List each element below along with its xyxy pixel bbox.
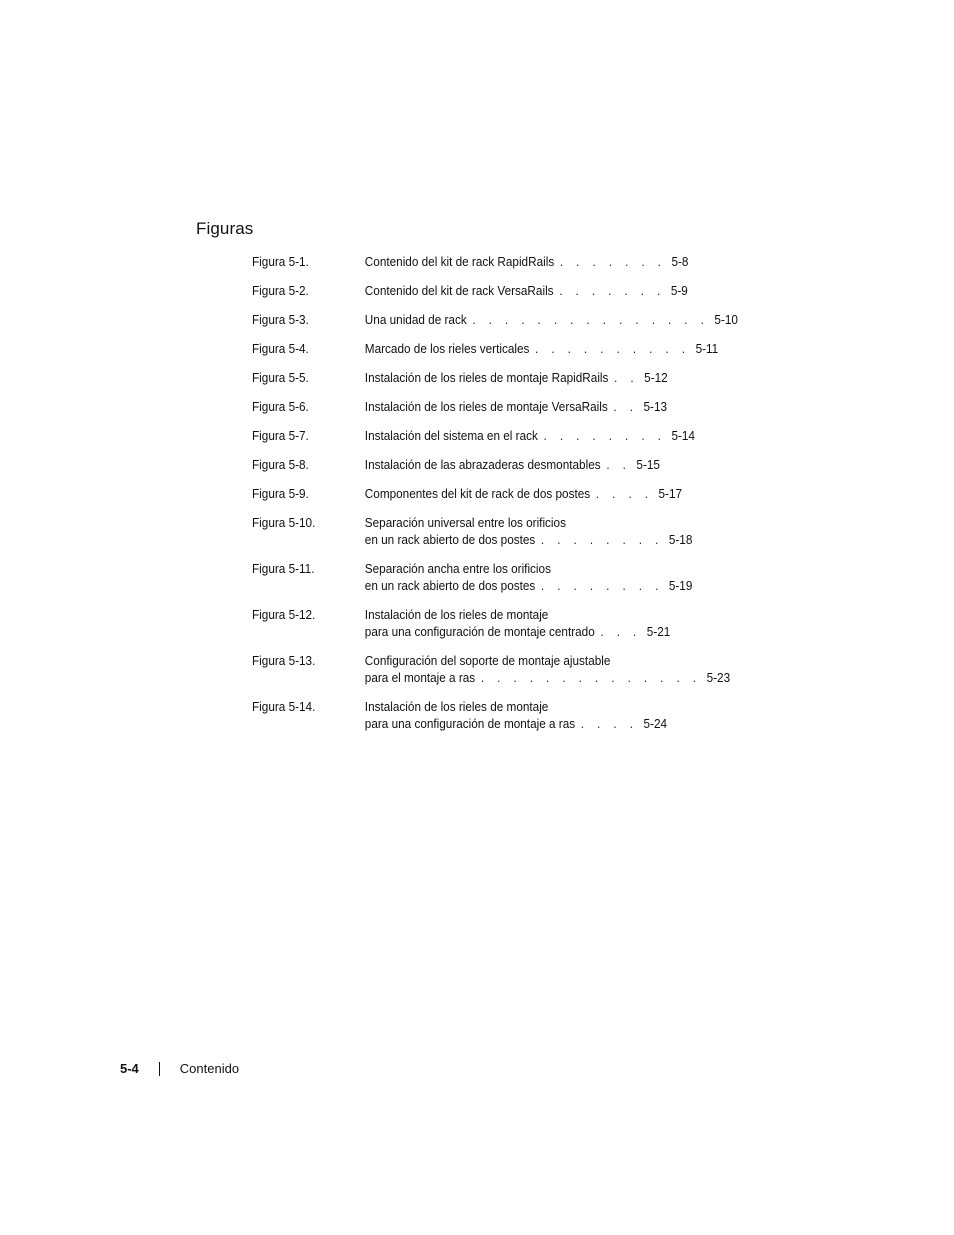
dot-leader: . .	[613, 400, 638, 414]
figure-caption-line: Configuración del soporte de montaje ajustable	[364, 654, 611, 668]
figure-page-number[interactable]: 5-11	[695, 342, 719, 356]
figure-caption	[364, 515, 693, 549]
figure-caption	[364, 341, 719, 358]
figure-caption-line: Marcado de los rieles verticales	[364, 342, 530, 356]
dot-leader: . . . . . . . . . . . . . . .	[472, 313, 709, 327]
figure-caption-line: Separación universal entre los orificios	[364, 516, 566, 530]
figure-page-number[interactable]: 5-10	[714, 313, 738, 327]
figure-number: Figura 5-7.	[252, 429, 309, 443]
figure-number: Figura 5-10.	[252, 516, 316, 530]
figure-caption-last-line	[364, 341, 719, 358]
figure-caption-last-line	[364, 532, 693, 549]
figure-caption-last-line	[365, 457, 660, 474]
figure-caption	[364, 312, 738, 329]
figure-entry[interactable]	[252, 699, 668, 733]
figure-caption-last-line	[364, 254, 689, 271]
figure-entry[interactable]	[252, 428, 695, 445]
figure-number: Figura 5-5.	[252, 371, 309, 385]
figure-number: Figura 5-14.	[252, 700, 316, 714]
figure-number: Figura 5-8.	[252, 458, 309, 472]
figure-caption-last-line	[364, 624, 671, 641]
figure-number: Figura 5-2.	[252, 284, 309, 298]
figure-entry[interactable]	[252, 254, 689, 271]
figure-entry[interactable]	[252, 399, 668, 416]
figure-entry[interactable]	[252, 457, 660, 474]
figure-number: Figura 5-12.	[252, 608, 316, 622]
figure-caption-line: Una unidad de rack	[364, 313, 467, 327]
figure-entry[interactable]	[252, 607, 671, 641]
figure-entry[interactable]	[252, 312, 738, 329]
figure-caption	[364, 254, 689, 271]
figure-page-number[interactable]: 5-14	[671, 429, 695, 443]
dot-leader: . . .	[600, 625, 642, 639]
dot-leader: . .	[606, 458, 631, 472]
figure-entry[interactable]	[252, 341, 719, 358]
figure-caption-last-line	[364, 486, 683, 503]
figure-list	[252, 254, 738, 745]
footer-page-number: 5-4	[120, 1061, 139, 1076]
figure-caption-line: Instalación de los rieles de montaje	[364, 608, 549, 622]
figure-page-number[interactable]: 5-8	[671, 255, 689, 269]
figure-caption-line: Instalación del sistema en el rack	[364, 429, 538, 443]
dot-leader: . . . . . . .	[559, 255, 666, 269]
dot-leader: . . . . . . . .	[543, 429, 666, 443]
figure-number: Figura 5-3.	[252, 313, 309, 327]
figure-caption-last-line	[364, 670, 731, 687]
page-footer	[120, 1061, 239, 1076]
figure-caption-last-line	[364, 716, 668, 733]
figure-caption	[364, 399, 668, 416]
figure-number: Figura 5-9.	[252, 487, 309, 501]
dot-leader: . . . . . . . . . . . . . .	[480, 671, 701, 685]
figure-caption-line: Componentes del kit de rack de dos postes	[364, 487, 591, 501]
figure-page-number[interactable]: 5-19	[668, 579, 693, 593]
footer-section-name: Contenido	[179, 1061, 240, 1076]
figure-caption	[364, 607, 671, 641]
figure-caption-line: Separación ancha entre los orificios	[364, 562, 551, 576]
dot-leader: . . . . . . . .	[540, 533, 664, 547]
figure-caption-line: en un rack abierto de dos postes	[364, 579, 536, 593]
dot-leader: . . . .	[580, 717, 638, 731]
figure-number: Figura 5-11.	[252, 562, 315, 576]
figure-entry[interactable]	[252, 370, 668, 387]
footer-separator	[159, 1062, 160, 1076]
figure-entry[interactable]	[252, 515, 693, 549]
figure-number: Figura 5-4.	[252, 342, 309, 356]
figure-caption	[365, 457, 660, 474]
figure-page-number[interactable]: 5-13	[643, 400, 668, 414]
figure-caption	[364, 561, 693, 595]
figure-page-number[interactable]: 5-24	[643, 717, 668, 731]
figure-page-number[interactable]: 5-21	[646, 625, 671, 639]
figure-caption	[364, 699, 668, 733]
figure-caption-line: Instalación de los rieles de montaje	[364, 700, 549, 714]
figure-page-number[interactable]: 5-18	[668, 533, 693, 547]
figure-caption-last-line	[364, 283, 688, 300]
figure-page-number[interactable]: 5-17	[658, 487, 683, 501]
dot-leader: . . . . . . .	[559, 284, 666, 298]
figure-caption-line: para una configuración de montaje centrado	[364, 625, 595, 639]
figure-number: Figura 5-13.	[252, 654, 316, 668]
figure-page-number[interactable]: 5-23	[706, 671, 731, 685]
figure-number: Figura 5-6.	[252, 400, 309, 414]
dot-leader: . . . . . . . . . .	[535, 342, 690, 356]
figure-caption-last-line	[364, 370, 668, 387]
figure-caption-line: Contenido del kit de rack VersaRails	[364, 284, 554, 298]
figure-caption-line: Contenido del kit de rack RapidRails	[364, 255, 555, 269]
section-title: Figuras	[196, 219, 254, 238]
figure-caption-last-line	[364, 578, 693, 595]
figure-caption-line: para el montaje a ras	[364, 671, 476, 685]
figure-caption-last-line	[364, 312, 738, 329]
dot-leader: . . . .	[595, 487, 653, 501]
dot-leader: . .	[614, 371, 639, 385]
figure-caption-line: Instalación de las abrazaderas desmontables	[364, 458, 601, 472]
dot-leader: . . . . . . . .	[540, 579, 664, 593]
figure-caption	[364, 653, 731, 687]
figure-caption-line: para una configuración de montaje a ras	[364, 717, 576, 731]
figure-page-number[interactable]: 5-15	[636, 458, 660, 472]
figure-entry[interactable]	[252, 486, 683, 503]
figure-entry[interactable]	[252, 283, 688, 300]
figure-caption	[364, 370, 668, 387]
figure-caption-last-line	[364, 399, 668, 416]
figure-number: Figura 5-1.	[252, 255, 309, 269]
figure-caption-last-line	[364, 428, 695, 445]
figure-entry[interactable]	[252, 653, 731, 687]
figure-entry[interactable]	[252, 561, 693, 595]
figure-caption	[364, 428, 695, 445]
figure-caption	[364, 486, 683, 503]
figure-page-number[interactable]: 5-12	[644, 371, 668, 385]
figure-caption-line: Instalación de los rieles de montaje VersaRails	[364, 400, 608, 414]
figure-caption-line: Instalación de los rieles de montaje RapidRails	[364, 371, 609, 385]
figure-caption-line: en un rack abierto de dos postes	[364, 533, 536, 547]
figure-page-number[interactable]: 5-9	[670, 284, 688, 298]
figure-caption	[364, 283, 688, 300]
